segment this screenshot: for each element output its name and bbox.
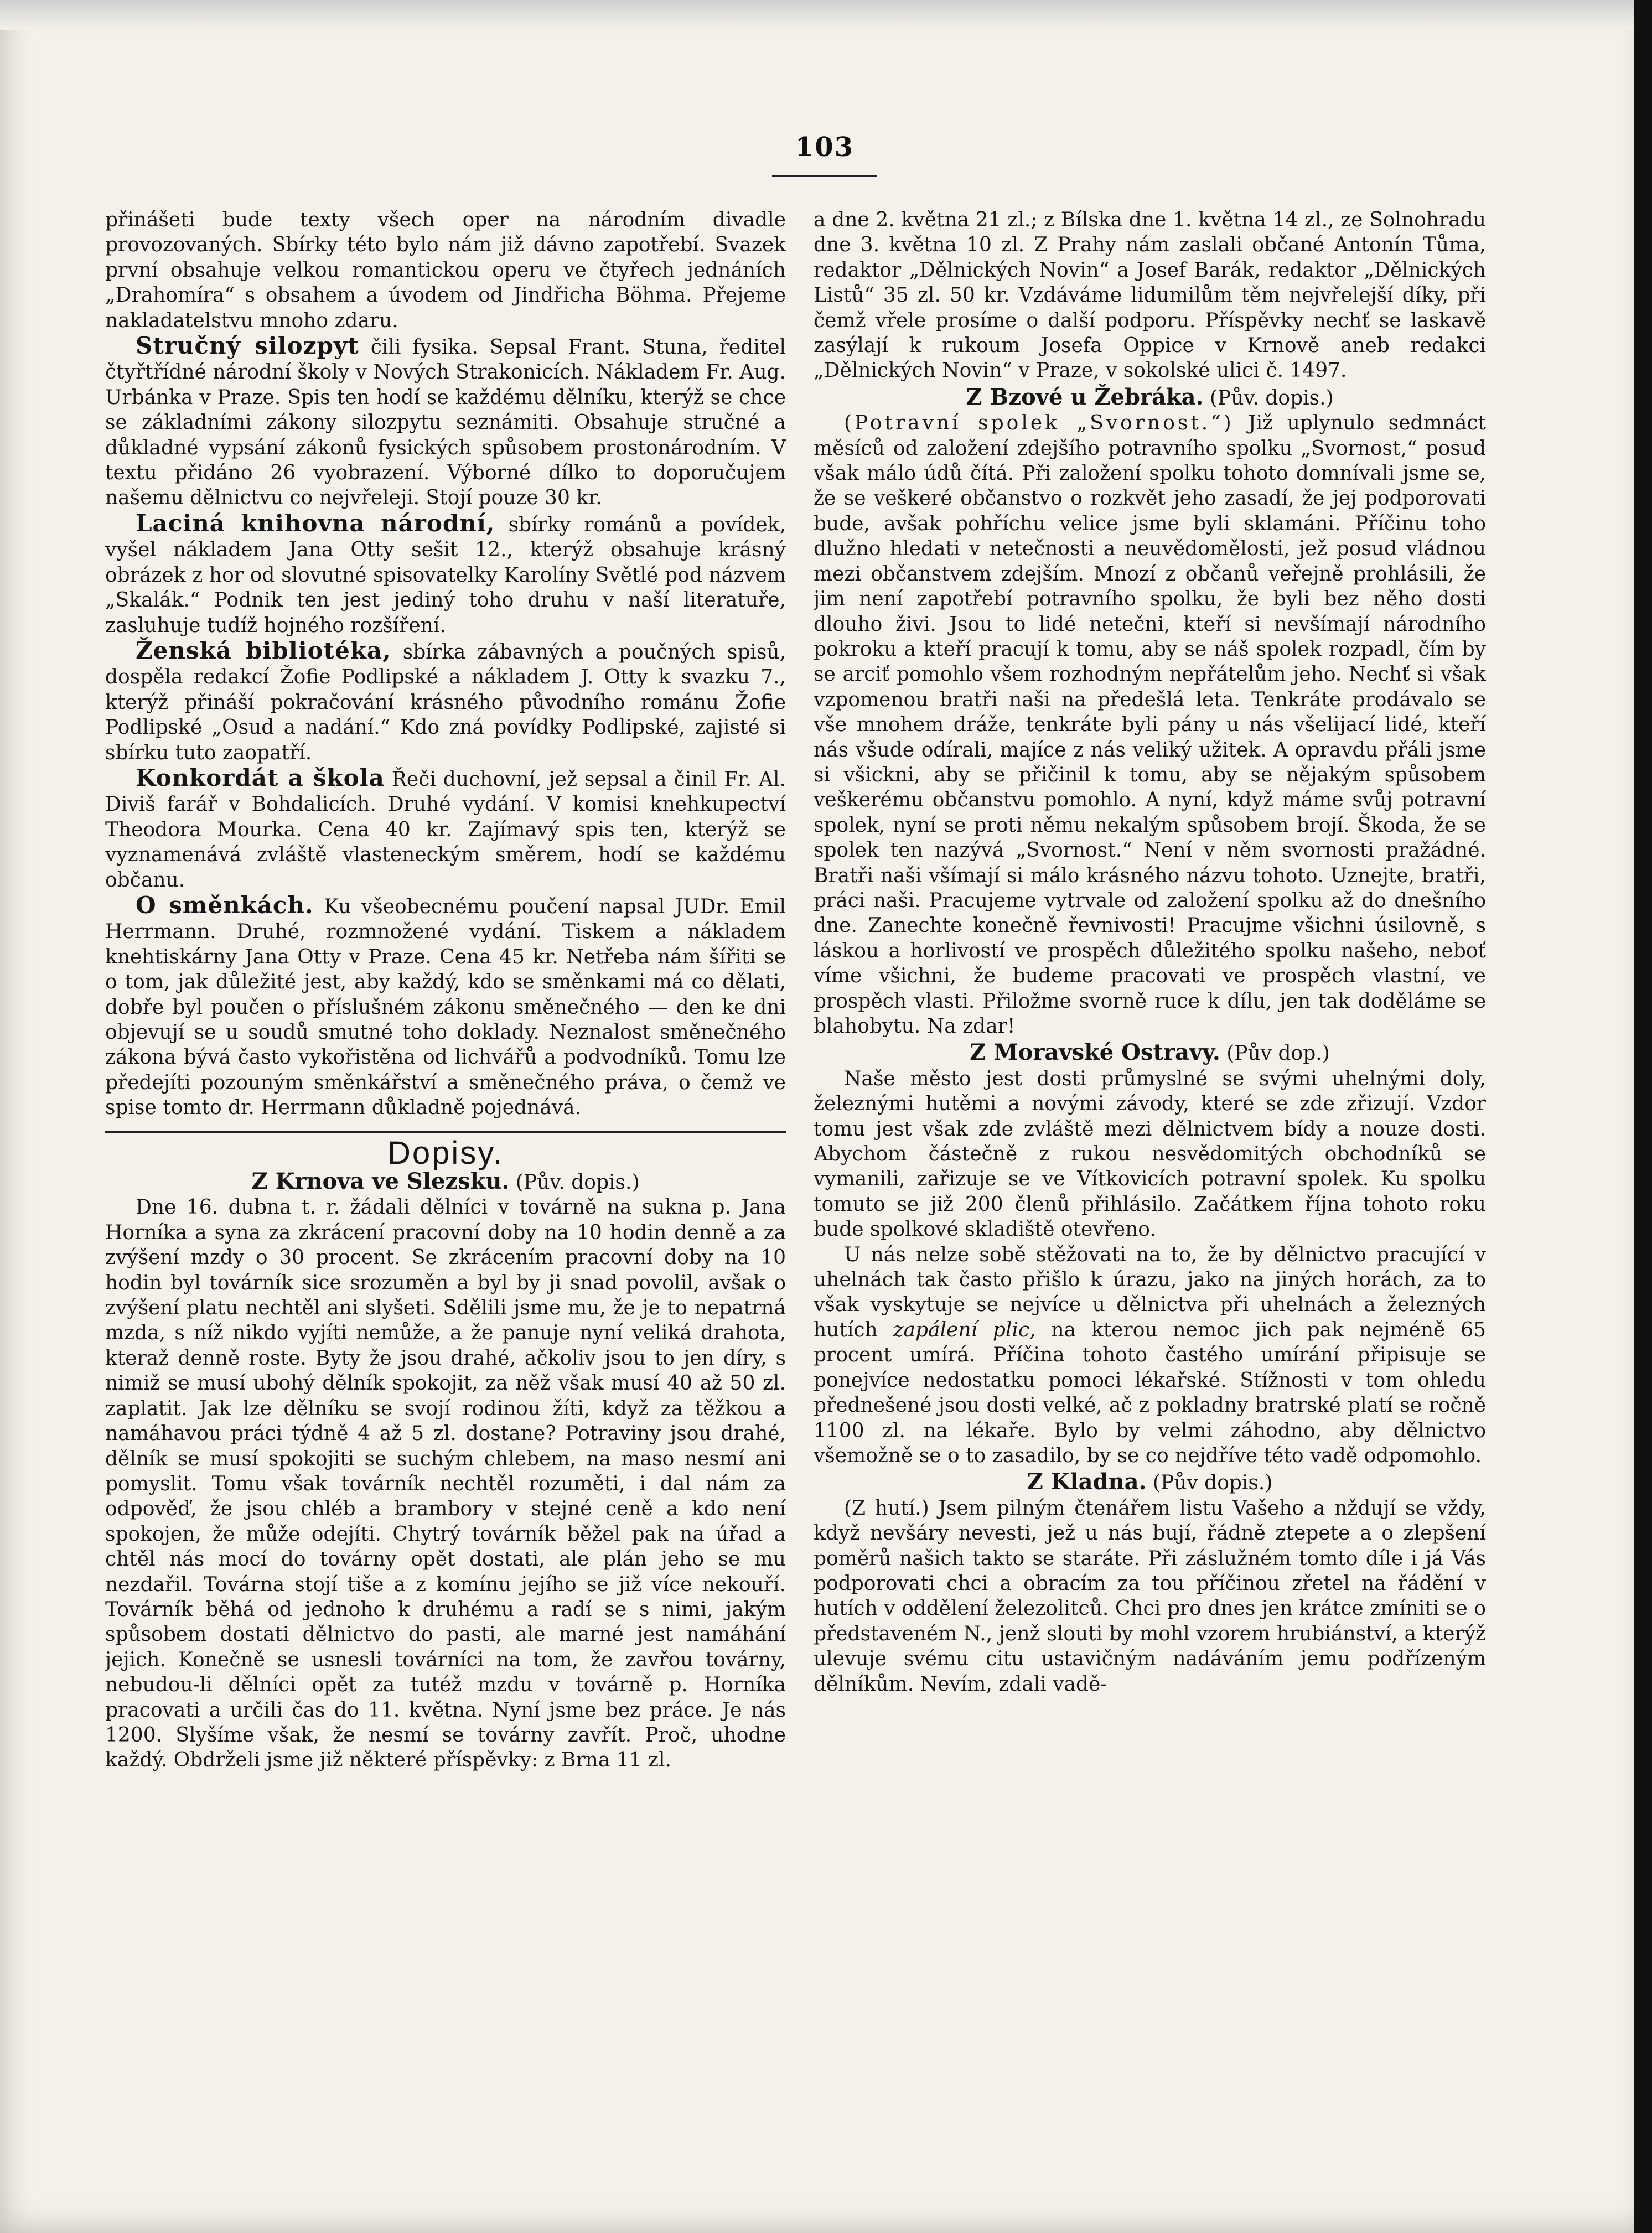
section-divider — [105, 1131, 786, 1133]
review-knihovna: Laciná knihovna národní, sbírky románů a povídek, vyšel nákladem Jana Otty sešit 12., kterýž obsahuje krásný obrázek z hor od slovutné spisovatelky Karolíny Světlé pod názvem „Skalák.“ Podnik ten jest jediný toho druhu v naší literatuře, zasluhuje tudíž hojného rozšíření. — [105, 509, 786, 637]
letter-title: Z Bzové u Žebráka. (Pův. dopis.) — [966, 384, 1334, 410]
letter-body: U nás nelze sobě stěžovati na to, že by dělnictvo pracující v uhelnách tak často přišlo k úrazu, jako na jiných horách, za to však vyskytuje se nejvíce u dělnictva při uhelnách a železných hutích zapálení plic, na kterou nemoc jich pak nejméně 65 procent umírá. Příčina tohoto častého umírání připisuje se ponejvíce nedostatku pomoci lékařské. Stížnosti v tom ohledu přednešené jsou dosti velké, ač z pokladny bratrské platí se ročně 1100 zl. na lékaře. Bylo by velmi záhodno, aby dělnictvo všemožně se o to zasadilo, by se co nejdříve této vadě odpomohlo. — [814, 1243, 1486, 1467]
left-column — [105, 208, 786, 2167]
section-title: Dopisy. — [387, 1134, 504, 1171]
review-heading: Ženská bibliotéka, — [136, 636, 391, 664]
letter-title: Z Krnova ve Slezsku. (Pův. dopis.) — [251, 1168, 640, 1195]
letter-title: Z Moravské Ostravy. (Pův dop.) — [970, 1039, 1330, 1066]
review-heading: O směnkách. — [136, 891, 314, 919]
right-column — [814, 208, 1486, 2167]
scan-top-edge — [0, 0, 1652, 30]
page-number-underline — [772, 175, 877, 177]
paragraph: přinášeti bude texty všech oper na národním divadle provozovaných. Sbírky této bylo nám již dávno zapotřebí. Svazek první obsahuje velkou romantickou operu ve čtyřech jednáních „Drahomíra“ s obsahem a úvodem od Jindřicha Böhma. Přejeme nakladatelstvu mnoho zdaru. — [105, 209, 786, 332]
review-heading: Laciná knihovna národní, — [136, 509, 495, 537]
letter-body: Naše město jest dosti průmyslné se svými uhelnými doly, železnými hutěmi a novými závody, které se zde zřizují. Vzdor tomu jest však zde zvláště mezi dělnictvem bídy a nouze dosti. Abychom částečně z rukou nesvědomitých obchodníků se vymanili, zařizuje se ve Vítkovicích potravní spolek. Ku spolku tomuto se již 200 členů přihlásilo. Začátkem října tohoto roku bude spolkové skladiště otevřeno. — [814, 1067, 1486, 1241]
review-heading: Stručný silozpyt — [136, 332, 359, 360]
paragraph: a dne 2. května 21 zl.; z Bílska dne 1. května 14 zl., ze Solnohradu dne 3. května 10 zl. Z Prahy nám zaslali občané Antonín Tůma, redaktor „Dělnických Novin“ a Josef Barák, redaktor „Dělnických Listů“ 35 zl. 50 kr. Vzdáváme lidumilům těm nejvřelejší díky, při čemž vřele prosíme o další podporu. Příspěvky nechť se laskavě zasýlají k rukoum Josefa Oppice v Krnově aneb redakci „Dělnických Novin“ v Praze, v sokolské ulici č. 1497. — [814, 209, 1486, 382]
review-smenky: O směnkách. Ku všeobecnému poučení napsal JUDr. Emil Herrmann. Druhé, rozmnožené vydání. Tiskem a nákladem knehtiskárny Jana Otty v Praze. Cena 45 kr. Netřeba nám šířiti se o tom, jak důležité jest, aby každý, kdo se směnkami má co dělati, dobře byl poučen o příslušném zákonu směnečného — den ke dni objevují se u soudů smutné toho doklady. Neznalost směnečného zákona bývá často vykořistěna od lichvářů a podvodníků. Tomu lze předejíti pozouným směnkářství a směnečného práva, o čemž ve spise tomto dr. Herrmann důkladně pojednává. — [105, 891, 786, 1120]
review-heading: Konkordát a škola — [136, 764, 385, 791]
letter-body: (Potravní spolek „Svornost.“) Již uplynulo sedmnáct měsíců od založení zdejšího potravního spolku „Svornost,“ posud však málo údů čítá. Při založení spolku tohoto domnívali jsme se, že se veškeré občanstvo o rozkvět jeho zasadí, že jej podporovati bude, avšak pohříchu velice jsme byli sklamáni. Příčinu toho dlužno hledati v netečnosti a neuvědomělosti, jež posud vládnou mezi občanstvem zdejším. Mnozí z občanů veřejně prohlásili, že jim není zapotřebí potravního spolku, že byli bez něho dosti dlouho živi. Jsou to lidé netečni, kteří si nevšímají národního pokroku a kteří pracují k tomu, aby se náš spolek rozpadl, čím by se arciť pomohlo všem rozhodným nepřátelům jeho. Nechť si však vzpomenou bratři naši na předešlá leta. Tenkráte prodávalo se vše mnohem dráže, tenkráte byli pány u nás všelijací lidé, kteří nás všude odírali, majíce z nás veliký užitek. A opravdu přáli jsme si všickni, aby se přičinil k tomu, aby se nějakým spůsobem veškerému občanstvu pomohlo. A nyní, když máme svůj potravní spolek, nyní se proti němu nekalým spůsobem brojí. Škoda, že se spolek ten nazývá „Svornost.“ Není v něm svornosti pražádné. Bratři naši všímají si málo krásného názvu tohoto. Uznejte, bratři, práci naši. Pracujeme vytrvale od založení spolku až do dnešního dne. Zanechte konečně řevnivosti! Pracujme všichni úsilovně, s láskou a horlivostí ve prospěch důležitého spolku našeho, neboť víme všichni, že budeme pracovati ve prospěch vlastní, ve prospěch vlasti. Přiložme svorně ruce k dílu, jen tak doděláme se blahobytu. Na zdar! — [814, 412, 1486, 1038]
review-konkordat: Konkordát a škola Řeči duchovní, jež sepsal a činil Fr. Al. Diviš farář v Bohdalicích. Druhé vydání. V komisi knehkupectví Theodora Mourka. Cena 40 kr. Zajímavý spis ten, kterýž se vyznamenává zvláště vlasteneckým směrem, hodí se každému občanu. — [105, 764, 786, 892]
letter-body: Dne 16. dubna t. r. žádali dělníci v továrně na sukna p. Jana Horníka a syna za zkrácení pracovní doby na 10 hodin denně a za zvýšení mzdy o 30 procent. Se zkrácením pracovní doby na 10 hodin byl továrník sice srozuměn a byl by ji snad povolil, avšak o zvýšení platu nechtěl ani slyšeti. Sdělili jsme mu, že je to nepatrná mzda, s níž nikdo vyjíti nemůže, a že panuje nyní veliká drahota, kteraž denně roste. Byty že jsou drahé, ačkoliv jsou to jen díry, s nimiž se musí ubohý dělník spokojit, za něž však musí 40 až 50 zl. zaplatit. Jak lze dělníku se svojí rodinou žíti, když za těžkou a namáhavou práci týdně 4 až 5 zl. dostane? Potraviny jsou drahé, dělník se musí spokojiti se suchým chlebem, na maso nesmí ani pomyslit. Tomu však továrník nechtěl rozuměti, i dal nám za odpověď, že jsou chléb a brambory v stejné ceně a kdo není spokojen, že může odejíti. Chytrý továrník běžel pak na úřad a chtěl nás mocí do továrny opět dostati, ale plán jeho se mu nezdařil. Továrna stojí tiše a z komínu jejího se již více nekouří. Továrník běhá od jednoho k druhému a radí se s nimi, jakým spůsobem dostati dělnictvo do pasti, ale marné jest namáhání jejich. Konečně se usnesli továrníci na tom, že zavřou továrny, nebudou-li dělníci opět za tutéž mzdu v továrně p. Horníka pracovati a určili čas do 11. května. Nyní jsme bez práce. Je nás 1200. Slyšíme však, že nesmí se továrny zavřít. Proč, uhodne každý. Obdrželi jsme již některé příspěvky: z Brna 11 zl. — [105, 1196, 786, 1772]
page-number: 103 — [795, 132, 855, 163]
review-bibliotheka: Ženská bibliotéka, sbírka zábavných a poučných spisů, dospěla redakcí Žofie Podlipské a nákladem J. Otty k svazku 7., kterýž přináší pokračování krásného původního románu Žofie Podlipské „Osud a nadání.“ Kdo zná povídky Podlipské, zajisté si sbírku tuto zaopatří. — [105, 636, 786, 764]
review-silozpyt: Stručný silozpyt čili fysika. Sepsal Frant. Stuna, ředitel čtyřtřídné národní školy v Nových Strakonicích. Nákladem Fr. Aug. Urbánka v Praze. Spis ten hodí se každému dělníku, kterýž se chce se základními zákony silozpytu seznámiti. Obsahuje stručné a důkladné vypsání zákonů fysických spůsobem prostonárodním. V textu přidáno 26 vyobrazení. Výborné dílko to doporučujem našemu dělnictvu co nejvřeleji. Stojí pouze 30 kr. — [105, 332, 786, 510]
scan-right-edge — [1634, 0, 1652, 2233]
letter-body: (Z hutí.) Jsem pilným čtenářem listu Vašeho a nždují se vždy, když nevšáry nevesti, jež u nás bují, řádně ztepete a o zlepšení poměrů našich takto se staráte. Při záslužném tomto díle i já Vás podporovati chci a obracím za tou příčinou zřetel na řádění v hutích v oddělení železolitců. Chci pro dnes jen krátce zmíniti se o představeném N., jenž slouti by mohl vzorem hrubiánství, a kterýž ulevuje svému citu ustavičným nadáváním jemu podřízeným dělníkům. Nevím, zdali vadě- — [814, 1496, 1486, 1696]
letter-title: Z Kladna. (Pův dopis.) — [1027, 1469, 1273, 1495]
